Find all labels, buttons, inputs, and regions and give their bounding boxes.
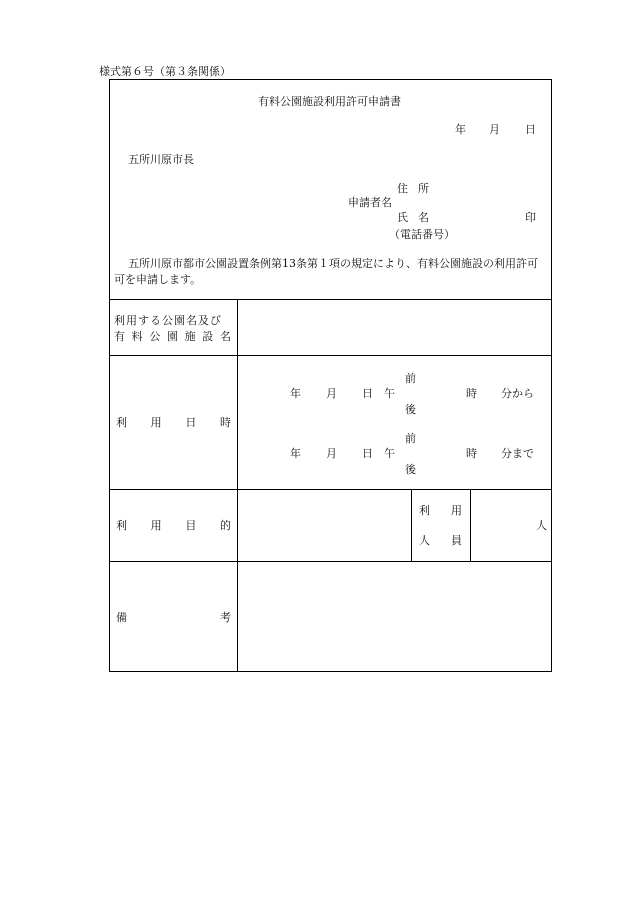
date-month-label: 月: [489, 123, 500, 136]
label-char: 施: [184, 330, 196, 343]
label-char: 用: [451, 504, 462, 517]
people-unit-label: 人: [536, 519, 547, 532]
form-number: 様式第６号（第３条関係）: [99, 65, 231, 78]
label-char: 料: [131, 330, 143, 343]
label-char: 員: [451, 534, 462, 547]
addressee: 五所川原市長: [128, 153, 194, 166]
label-char: 有: [114, 330, 125, 343]
label-char: 用: [150, 519, 162, 532]
seal-label: 印: [525, 211, 536, 224]
pm-label-from: 後: [405, 403, 416, 416]
from-month-label: 月: [326, 387, 337, 400]
people-label-line-2: [419, 535, 462, 546]
from-hour-label: 時: [466, 387, 477, 400]
until-year-label: 年: [290, 447, 301, 460]
park-name-label-line-2: [114, 331, 231, 342]
until-gozengo-label: 午: [384, 447, 395, 460]
label-char: 考: [220, 611, 231, 624]
date-year-label: 年: [455, 123, 466, 136]
am-label-until: 前: [405, 432, 416, 445]
from-minute-label: 分から: [501, 387, 534, 400]
datetime-label: [116, 417, 231, 428]
label-char: 目: [185, 519, 197, 532]
pm-label-until: 後: [405, 463, 416, 476]
purpose-label: [116, 520, 231, 531]
date-day-label: 日: [525, 123, 536, 136]
label-char: 利: [116, 519, 127, 532]
body-text-line-2: 可を申請します。: [114, 273, 202, 286]
from-gozengo-label: 午: [384, 387, 395, 400]
purpose-field[interactable]: [238, 490, 410, 561]
am-label-from: 前: [405, 372, 416, 385]
label-char: 時: [219, 416, 231, 429]
applicant-label: 申請者名: [348, 196, 392, 209]
label-char: 園: [166, 330, 178, 343]
label-char: 設: [202, 330, 214, 343]
remarks-label: [116, 612, 231, 623]
until-day-label: 日: [362, 447, 373, 460]
from-day-label: 日: [362, 387, 373, 400]
until-minute-label: 分まで: [501, 447, 534, 460]
address-label-2: 所: [418, 182, 429, 195]
address-label-1: 住: [397, 182, 408, 195]
park-name-label-line-1: 利用する公園名及び: [114, 314, 222, 327]
label-char: 用: [150, 416, 162, 429]
label-char: 備: [116, 611, 127, 624]
form-title: 有料公園施設利用許可申請書: [258, 95, 401, 108]
divider-park-row: [109, 355, 552, 356]
park-name-field[interactable]: [238, 300, 551, 355]
phone-label: （電話番号）: [389, 228, 455, 241]
body-text-line-1: 五所川原市都市公園設置条例第13条第１項の規定により、有料公園施設の利用許可: [128, 257, 538, 270]
label-char: 利: [419, 504, 430, 517]
label-char: 日: [185, 416, 197, 429]
remarks-field[interactable]: [238, 562, 551, 671]
label-char: 的: [219, 519, 231, 532]
people-label-line-1: [419, 505, 462, 516]
label-char: 公: [149, 330, 161, 343]
label-char: 人: [419, 534, 430, 547]
label-char: 名: [219, 330, 231, 343]
name-label-1: 氏: [397, 211, 408, 224]
name-label-2: 名: [418, 211, 429, 224]
until-month-label: 月: [326, 447, 337, 460]
until-hour-label: 時: [466, 447, 477, 460]
label-char: 利: [116, 416, 127, 429]
from-year-label: 年: [290, 387, 301, 400]
divider-people-left: [411, 489, 412, 561]
